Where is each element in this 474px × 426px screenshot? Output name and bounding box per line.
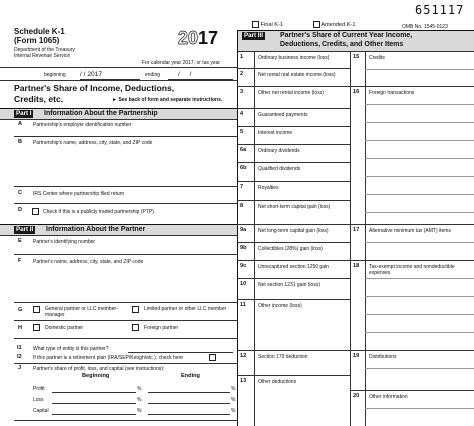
line-f-code: F: [18, 258, 22, 264]
line-13-number: 13: [240, 378, 247, 384]
line-2-number: 2: [240, 71, 244, 77]
line-18-label: Tax-exempt income and nondeductible expenses: [369, 264, 455, 276]
ending-label: ending: [145, 72, 161, 78]
line-3-number: 3: [240, 89, 244, 95]
limited-partner-checkbox[interactable]: [132, 306, 139, 313]
line-g-code: G: [18, 307, 23, 313]
part1-badge: Part I: [16, 110, 32, 117]
line-5-row[interactable]: [237, 126, 350, 144]
profit-ending-pct: %: [231, 386, 236, 392]
amended-k1-option[interactable]: [313, 21, 355, 29]
line-16-row[interactable]: [350, 86, 474, 224]
line-c-code: C: [18, 190, 23, 196]
line-3-row[interactable]: [237, 86, 350, 108]
line-e-code: E: [18, 238, 22, 244]
line-10-number: 10: [240, 281, 247, 287]
line-12-label: Section 179 deduction: [258, 354, 308, 360]
retirement-plan-checkbox[interactable]: [209, 354, 216, 361]
line-5-number: 5: [240, 129, 244, 135]
line-8-number: 8: [240, 203, 244, 209]
irs-label: Internal Revenue Service: [14, 53, 71, 59]
foreign-partner-checkbox[interactable]: [132, 324, 139, 331]
line-5-label: Interest income: [258, 130, 293, 136]
final-k1-checkbox[interactable]: [252, 21, 259, 28]
domestic-partner-checkbox[interactable]: [33, 324, 40, 331]
line-6b-row[interactable]: [237, 162, 350, 181]
line-13-label: Other deductions: [258, 379, 297, 385]
line-17-label: Alternative minimum tax (AMT) items: [369, 228, 451, 234]
line-9b-number: 9b: [240, 245, 247, 251]
line-1-number: 1: [240, 54, 244, 60]
loss-beginning-pct: %: [137, 397, 142, 403]
part2-title: Information About the Partner: [46, 226, 146, 233]
line-16-number: 16: [353, 89, 360, 95]
line-9b-row[interactable]: [237, 242, 350, 260]
line-b-label: Partnership's name, address, city, state, and ZIP code: [33, 140, 153, 146]
entity-type-field[interactable]: [128, 352, 233, 353]
final-k1-option[interactable]: [252, 21, 283, 29]
line-18-row[interactable]: [350, 260, 474, 350]
amended-k1-label: Amended K-1: [321, 21, 356, 28]
line-19-number: 19: [353, 353, 360, 359]
line-10-label: Net section 1231 gain (loss): [258, 282, 320, 288]
line-11-number: 11: [240, 302, 246, 308]
line-1-label: Ordinary business income (loss): [258, 55, 330, 61]
line-4-label: Guaranteed payments: [258, 112, 308, 118]
year-prefix: 20: [178, 28, 199, 48]
line-e-field[interactable]: [14, 254, 237, 255]
part1-title: Information About the Partnership: [44, 110, 158, 117]
share-title-line-2: Credits, etc.: [14, 94, 64, 104]
form-title: Schedule K-1: [14, 27, 65, 36]
share-title-line-1: Partner's Share of Income, Deductions,: [14, 83, 175, 93]
form-subtitle: (Form 1065): [14, 36, 60, 45]
profit-beginning-field[interactable]: [52, 392, 136, 393]
line-8-row[interactable]: [237, 200, 350, 224]
line-6b-label: Qualified dividends: [258, 166, 301, 172]
limited-partner-label: Limited partner or other LLC member: [144, 306, 227, 312]
line-i1-code: I1: [17, 345, 22, 351]
ending-column-header: Ending: [181, 373, 200, 379]
line-6b-number: 6b: [240, 165, 247, 171]
general-partner-label: General partner or LLC member-manager: [45, 306, 118, 318]
line-a-label: Partnership's employer identification number: [33, 122, 132, 128]
beginning-column-header: Beginning: [82, 373, 110, 379]
beginning-label: beginning: [44, 72, 66, 78]
line-12-row[interactable]: [237, 350, 350, 375]
line-d-label: Check if this is a publicly traded partnership (PTP): [43, 209, 154, 215]
loss-ending-field[interactable]: [148, 403, 230, 404]
line-7-number: 7: [240, 184, 244, 190]
foreign-partner-label: Foreign partner: [144, 325, 179, 331]
line-9a-label: Net long-term capital gain (loss): [258, 228, 329, 234]
line-19-label: Distributions: [369, 354, 397, 360]
line-9c-label: Unrecaptured section 1250 gain: [258, 264, 329, 270]
see-back-note: ► See back of form and separate instructions.: [112, 97, 223, 103]
line-19-row[interactable]: [350, 350, 474, 390]
amended-k1-checkbox[interactable]: [313, 21, 320, 28]
line-c-label: IRS Center where partnership filed return: [33, 191, 125, 197]
line-9c-number: 9c: [240, 263, 247, 269]
line-j-label: Partner's share of profit, loss, and capital (see instructions):: [33, 366, 165, 372]
line-10-row[interactable]: [237, 278, 350, 299]
line-3-label: Other net rental income (loss): [258, 90, 324, 96]
line-2-row[interactable]: [237, 68, 350, 86]
capital-ending-pct: %: [231, 408, 236, 414]
part3-title-line-2: Deductions, Credits, and Other Items: [280, 41, 404, 48]
calendar-year-label: For calendar year 2017, or tax year: [142, 60, 221, 66]
line-9c-row[interactable]: [237, 260, 350, 278]
profit-ending-field[interactable]: [148, 392, 230, 393]
line-17-row[interactable]: [350, 224, 474, 260]
line-11-label: Other income (loss): [258, 303, 302, 309]
loss-beginning-field[interactable]: [52, 403, 136, 404]
line-j-code: J: [18, 365, 22, 371]
line-f-label: Partner's name, address, city, state, and ZIP code: [33, 259, 144, 265]
line-4-number: 4: [240, 111, 244, 117]
line-c-field[interactable]: [14, 203, 237, 204]
omb-number: OMB No. 1545-0123: [402, 24, 448, 30]
line-a-code: A: [18, 121, 23, 127]
line-i2-code: I2: [17, 354, 22, 360]
line-1-row[interactable]: [237, 51, 350, 68]
capital-beginning-pct: %: [137, 408, 142, 414]
line-6a-row[interactable]: [237, 144, 350, 162]
line-b-code: B: [18, 139, 23, 145]
line-9a-number: 9a: [240, 227, 247, 233]
line-7-label: Royalties: [258, 185, 279, 191]
domestic-partner-label: Domestic partner: [45, 325, 84, 331]
line-9a-row[interactable]: [237, 224, 350, 242]
final-k1-label: Final K-1: [260, 21, 283, 28]
loss-ending-pct: %: [231, 397, 236, 403]
part2-badge: Part II: [16, 226, 34, 233]
general-partner-checkbox[interactable]: [33, 306, 40, 313]
line-15-row[interactable]: [350, 51, 474, 86]
profit-beginning-pct: %: [137, 386, 142, 392]
line-16-label: Foreign transactions: [369, 90, 415, 96]
capital-beginning-field[interactable]: [52, 414, 136, 415]
line-8-label: Net short-term capital gain (loss): [258, 204, 331, 210]
line-18-number: 18: [353, 263, 360, 269]
line-h-code: H: [18, 325, 23, 331]
line-17-number: 17: [353, 227, 360, 233]
line-f-field[interactable]: [14, 302, 237, 303]
line-20-row[interactable]: [350, 390, 474, 426]
part3-badge: Part III: [244, 32, 263, 39]
line-b-field[interactable]: [14, 186, 237, 187]
line-e-label: Partner's identifying number: [33, 239, 96, 245]
capital-label: Capital: [33, 408, 49, 414]
barcode-number: 651117: [415, 3, 465, 17]
line-i1-label: What type of entity is this partner?: [33, 346, 109, 352]
line-6a-label: Ordinary dividends: [258, 148, 300, 154]
line-4-row[interactable]: [237, 108, 350, 126]
dept-treasury: Department of the Treasury: [14, 47, 75, 53]
line-11-row[interactable]: [237, 299, 350, 350]
profit-label: Profit: [33, 386, 45, 392]
line-20-number: 20: [353, 393, 360, 399]
line-a-field[interactable]: [14, 136, 237, 137]
line-2-label: Net rental real estate income (loss): [258, 72, 336, 78]
line-13-row[interactable]: [237, 375, 350, 426]
loss-label: Loss: [33, 397, 44, 403]
ending-date-field[interactable]: / /: [168, 71, 233, 80]
year-suffix: 17: [198, 28, 219, 48]
line-12-number: 12: [240, 353, 247, 359]
line-6a-number: 6a: [240, 147, 247, 153]
line-15-label: Credits: [369, 55, 385, 61]
beginning-date-field[interactable]: / / 2017: [80, 71, 140, 80]
line-20-label: Other information: [369, 394, 408, 400]
part3-title-line-1: Partner's Share of Current Year Income,: [280, 32, 413, 39]
line-9b-label: Collectibles (28%) gain (loss): [258, 246, 323, 252]
capital-ending-field[interactable]: [148, 414, 230, 415]
ptp-checkbox[interactable]: [32, 208, 39, 215]
line-15-number: 15: [353, 54, 360, 60]
line-i2-label: If this partner is a retirement plan (IRA/SEP/Keogh/etc.), check here: [33, 355, 184, 361]
line-7-row[interactable]: [237, 181, 350, 200]
line-d-code: D: [18, 207, 23, 213]
